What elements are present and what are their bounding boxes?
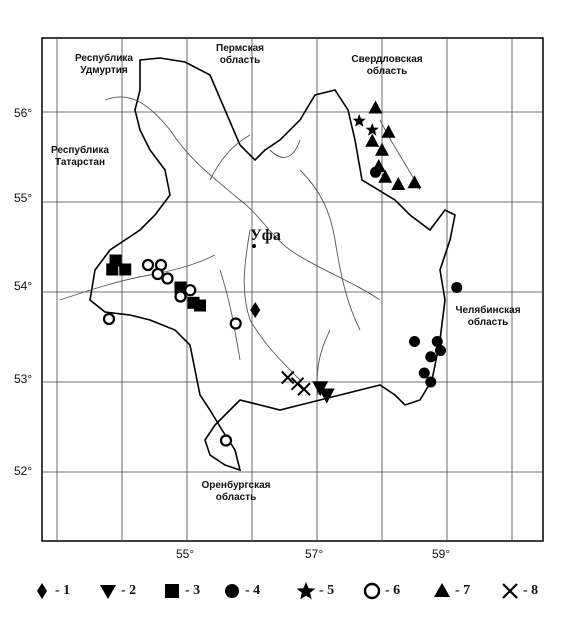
triangle-up-icon <box>432 581 452 601</box>
open-circle-marker <box>185 285 195 295</box>
open-circle-marker <box>176 292 186 302</box>
filled-circle-marker <box>409 336 420 347</box>
open-circle-marker <box>153 269 163 279</box>
open-circle-marker <box>221 436 231 446</box>
lon-label-57: 57° <box>305 547 324 561</box>
region-chelyabinsk-line1: Челябинская <box>455 305 521 316</box>
legend-item-7 <box>432 576 470 606</box>
legend-item-8 <box>500 576 538 606</box>
legend-label-3: - 3 <box>185 583 201 598</box>
legend-item-2 <box>98 576 136 606</box>
triangle-down-icon <box>98 581 118 601</box>
lat-label-56: 56° <box>14 106 33 120</box>
region-orenburg-line2: область <box>215 492 257 503</box>
filled-circle-marker <box>425 351 436 362</box>
legend-label-5: - 5 <box>319 583 335 598</box>
region-udmurtia-line2: Удмуртия <box>80 65 128 76</box>
legend-label-2: - 2 <box>121 583 137 598</box>
legend-label-7: - 7 <box>455 583 471 598</box>
open-circle-marker <box>163 274 173 284</box>
square-icon <box>162 581 182 601</box>
lat-label-53: 53° <box>14 372 33 386</box>
legend-label-1: - 1 <box>55 583 71 598</box>
region-perm-line2: область <box>219 55 261 66</box>
region-udmurtia-line1: Республика <box>74 53 134 64</box>
lat-label-54: 54° <box>14 279 33 293</box>
city-marker-ufa <box>252 244 256 248</box>
diamond-icon <box>32 581 52 601</box>
legend-item-1 <box>32 576 70 606</box>
region-tatarstan-line1: Республика <box>50 145 110 156</box>
open-circle-marker <box>104 314 114 324</box>
lon-label-59: 59° <box>432 547 451 561</box>
filled-circle-icon <box>222 581 242 601</box>
map-frame <box>42 38 543 541</box>
open-circle-icon <box>362 581 382 601</box>
lat-label-55: 55° <box>14 191 33 205</box>
region-tatarstan-line2: Татарстан <box>54 157 106 168</box>
lat-label-52: 52° <box>14 464 33 478</box>
region-chelyabinsk-line2: область <box>467 317 509 328</box>
legend-label-6: - 6 <box>385 583 401 598</box>
filled-circle-marker <box>451 282 462 293</box>
region-orenburg-line1: Оренбургская <box>201 480 271 491</box>
filled-circle-marker <box>370 167 381 178</box>
legend-label-4: - 4 <box>245 583 261 598</box>
square-marker <box>106 264 118 276</box>
open-circle-marker <box>231 319 241 329</box>
cross-icon <box>500 581 520 601</box>
square-marker <box>119 264 131 276</box>
legend <box>0 576 583 606</box>
square-marker <box>194 300 206 312</box>
star-icon <box>296 581 316 601</box>
legend-item-3 <box>162 576 200 606</box>
filled-circle-marker <box>419 368 430 379</box>
filled-circle-marker <box>425 377 436 388</box>
city-label-ufa: Уфа <box>250 227 281 244</box>
region-sverdlovsk-line2: область <box>366 66 408 77</box>
legend-item-6 <box>362 576 400 606</box>
lon-label-55: 55° <box>176 547 195 561</box>
open-circle-marker <box>143 260 153 270</box>
filled-circle-marker <box>435 345 446 356</box>
legend-item-5 <box>296 576 334 606</box>
region-sverdlovsk-line1: Свердловская <box>351 54 423 65</box>
legend-label-8: - 8 <box>523 583 539 598</box>
region-perm-line1: Пермская <box>216 43 264 54</box>
legend-item-4 <box>222 576 260 606</box>
